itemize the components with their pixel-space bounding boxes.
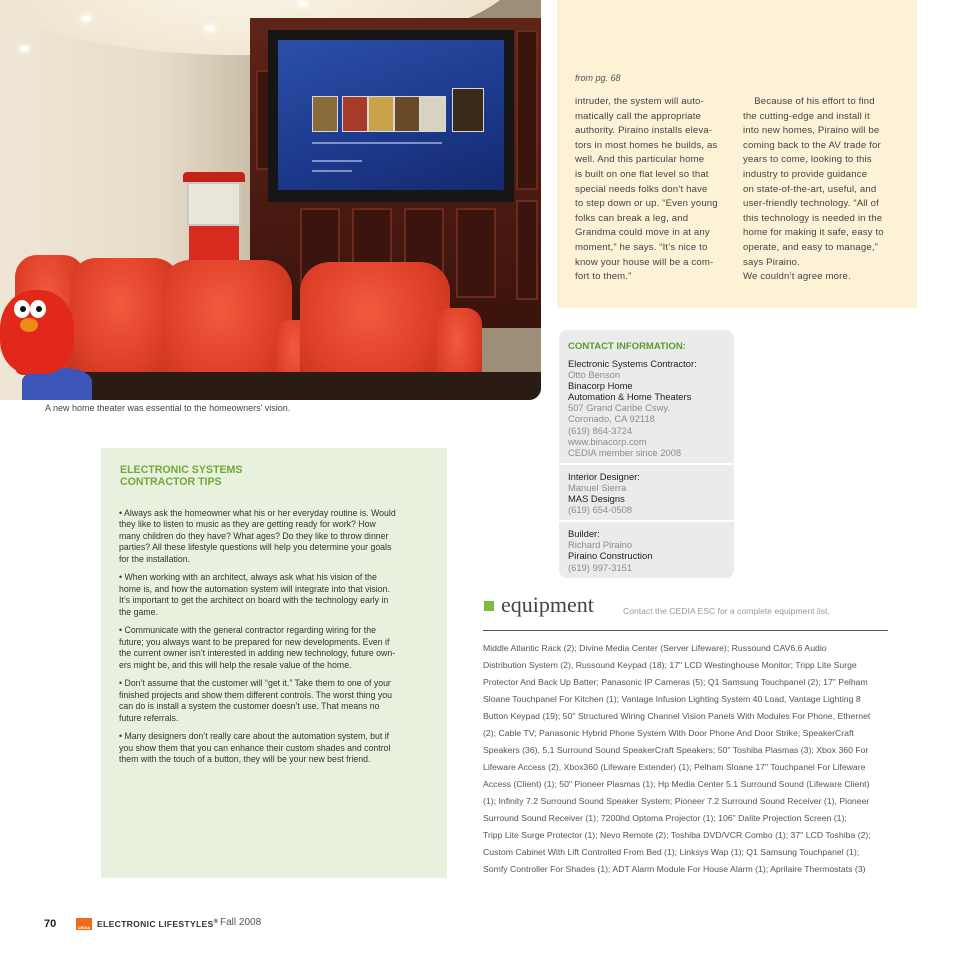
equipment-divider: [483, 630, 888, 631]
tips-heading: [120, 464, 242, 489]
contact-line: Builder:: [568, 528, 600, 540]
contact-line: Interior Designer:: [568, 470, 640, 482]
issue-date: Fall 2008: [220, 917, 262, 928]
tip-line: ers might be, and this will help the resale value of the home.: [119, 659, 352, 670]
article-line: on state-of-the-art, useful, and: [743, 183, 877, 195]
photo-caption: A new home theater was essential to the homeowners’ vision.: [45, 403, 291, 413]
article-column-1: [575, 95, 735, 285]
contact-line: (619) 864-3724: [568, 424, 633, 436]
photo-ceiling-light: [82, 16, 91, 21]
cedia-logo: [76, 918, 92, 930]
photo-ceiling-light: [20, 46, 29, 51]
equipment-line: Access (Client) (1); 50" Pioneer Plasmas (1); Hp Media Center 5.1 Surround Sound (Lifeware Client): [483, 779, 870, 789]
photo-popcorn-machine: [183, 172, 245, 264]
photo-plush-toy-pupil: [36, 306, 42, 312]
tip-line: they like to listen to music as they are getting ready for work? How: [119, 519, 376, 530]
equipment-list: [483, 640, 903, 878]
article-line: authority. Piraino installs eleva-: [575, 125, 713, 137]
tip-line: them with the touch of a button, they will be your new best friend.: [119, 754, 371, 765]
photo-floor: [60, 372, 541, 400]
photo-plush-toy-pupil: [20, 306, 26, 312]
equipment-line: (2); Cable TV; Panasonic Hybrid Phone System With Door Phone And Door Strike; SpeakerCraft: [483, 728, 854, 738]
tip-line: • Always ask the homeowner what his or her everyday routine is. Would: [119, 507, 396, 518]
tip-line: future referrals.: [119, 712, 179, 723]
article-line: industry to provide guidance: [743, 168, 868, 180]
magazine-name: [97, 919, 218, 929]
article-line: this technology is needed in the: [743, 212, 883, 224]
tip-line: • Many designers don’t really care about the automation system, but if: [119, 731, 390, 742]
photo-movie-poster: [342, 96, 368, 132]
contact-line: Piraino Construction: [568, 550, 653, 562]
equipment-line: Sloane Touchpanel For Kitchen (1); Vantage Infusion Lighting System 40 Load, Vantage Lighting 8: [483, 694, 861, 704]
article-line: years to come, looking to this: [743, 154, 872, 166]
cedia-logo-text: CEDIA: [77, 925, 91, 930]
tip-line: many children do they have? What ages? Do they like to throw dinner: [119, 530, 389, 541]
tip-line: It’s important to get the architect on board with the technology early in: [119, 595, 389, 606]
photo-movie-poster: [368, 96, 394, 132]
photo-movie-poster: [394, 96, 420, 132]
article-line: to step down or up. “Even young: [575, 198, 718, 210]
tip-line: you show them that you can enhance their custom shades and control: [119, 742, 391, 753]
photo-screen-menu: [312, 170, 352, 172]
article-line: operate, and easy to manage,”: [743, 241, 879, 253]
contact-line: Richard Piraino: [568, 539, 633, 551]
tips-heading-line: ELECTRONIC SYSTEMS: [120, 464, 243, 476]
article-line: is built on one flat level so that: [575, 168, 709, 180]
magazine-title: ELECTRONIC LIFESTYLES: [97, 919, 214, 929]
article-line: into new homes, Piraino will be: [743, 125, 880, 137]
contact-block-contractor: [559, 330, 734, 463]
page-number: 70: [44, 918, 57, 930]
tip-line: • Communicate with the general contractor regarding wiring for the: [119, 625, 376, 636]
tip-line: • Don’t assume that the customer will “get it.” Take them to one of your: [119, 678, 391, 689]
tip-line: can do is install a system the customer doesn’t use. That means no: [119, 701, 380, 712]
equipment-line: Protector And Back Up Batter; Panasonic IP Cameras (5); Q1 Samsung Touchpanel (2); 17" Pelham: [483, 677, 868, 687]
home-theater-photo: [0, 0, 541, 400]
registered-mark: ®: [213, 919, 219, 926]
article-line: home for making it safe, easy to: [743, 227, 884, 239]
photo-cabinet-panel: [516, 200, 538, 300]
contact-line: 507 Grand Caribe Cswy.: [568, 402, 670, 414]
equipment-line: Tripp Lite Surge Protector (1); Nevo Remote (2); Toshiba DVD/VCR Combo (1); 37" LCD Toshiba (2);: [483, 830, 871, 840]
contact-block-designer: [559, 465, 734, 520]
contact-heading: CONTACT INFORMATION:: [568, 341, 686, 352]
contact-website-link[interactable]: www.binacorp.com: [568, 435, 647, 447]
article-line: tors in most homes he builds, as: [575, 139, 718, 151]
tip-line: home is, and how the automation system will integrate into that vision.: [119, 583, 390, 594]
article-line: know your house will be a com-: [575, 256, 714, 268]
equipment-line: Surround Sound Receiver (1); 7200hd Optoma Projector (1); 106" Dalite Projection Screen (1);: [483, 813, 847, 823]
article-line: the cutting-edge and install it: [743, 110, 870, 122]
tip-line: parties? All these lifestyle questions will help you determine your goals: [119, 542, 392, 553]
contact-line: Electronic Systems Contractor:: [568, 358, 697, 369]
contact-line: Automation & Home Theaters: [568, 391, 692, 403]
photo-screen-menu: [312, 142, 442, 144]
contact-line: Binacorp Home: [568, 380, 633, 392]
tip-line: • When working with an architect, always ask what his vision of the: [119, 572, 377, 583]
tip-line: for the installation.: [119, 553, 191, 564]
tip-line: future; you always want to be prepared for new developments. Even if: [119, 636, 390, 647]
photo-screen-menu: [312, 160, 362, 162]
continued-from-label: from pg. 68: [575, 73, 621, 83]
photo-cabinet-panel: [456, 208, 496, 298]
article-line: well. And this particular home: [575, 154, 705, 166]
equipment-line: Lifeware Access (2), Xbox360 (Lifeware Extender) (1); Pelham Sloane 17" Touchpanel For Lifeware: [483, 762, 866, 772]
contact-line: (619) 654-0508: [568, 504, 633, 516]
article-line: says Piraino.: [743, 256, 800, 268]
article-line: moment,” he says. “It’s nice to: [575, 241, 708, 253]
contact-block-builder: [559, 522, 734, 577]
photo-cabinet-panel: [516, 30, 538, 190]
article-column-2: [743, 95, 903, 285]
photo-movie-poster: [452, 88, 484, 132]
article-line: special needs folks don’t have: [575, 183, 708, 195]
contact-line: Coronado, CA 92118: [568, 413, 655, 425]
equipment-line: Button Keypad (19); 50" Structured Wiring Channel Vision Panels With Modules For Phone, Ethernet: [483, 711, 871, 721]
photo-plush-toy-nose: [20, 318, 38, 332]
contact-line: Otto Benson: [568, 369, 621, 381]
article-line: Grandma could move in at any: [575, 227, 710, 239]
photo-movie-poster: [420, 96, 446, 132]
equipment-line: Somfy Controller For Shades (1); ADT Alarm Module For House Alarm (1); Aprilaire Thermostats (3): [483, 864, 866, 874]
equipment-line: Speakers (36), 5.1 Surround Sound SpeakerCraft Speakers; 50" Toshiba Plasmas (3); Xbox 360 For: [483, 745, 869, 755]
contact-line: Manuel Sierra: [568, 481, 627, 493]
equipment-line: Middle Atlantic Rack (2); Divine Media Center (Server Lifeware); Russound CAV6.6 Audio: [483, 643, 827, 653]
contact-line: (619) 997-3151: [568, 561, 633, 573]
equipment-line: (1); Infinity 7.2 Surround Sound Speaker System; Pioneer 7.2 Surround Sound Receiver (1), Pioneer: [483, 796, 870, 806]
contact-line: CEDIA member since 2008: [568, 446, 682, 458]
equipment-line: Distribution System (2), Russound Keypad (18); 17" LCD Westinghouse Monitor; Tripp Lite Surge: [483, 660, 857, 670]
tip-line: the current owner isn’t interested in adding new technology, future own-: [119, 648, 396, 659]
equipment-bullet-square: [484, 601, 494, 611]
article-line: folks can break a leg, and: [575, 212, 689, 224]
photo-ceiling-light: [298, 1, 307, 6]
equipment-line: Custom Cabinet With Lift Controlled From Bed (1); Linksys Wap (1); Q1 Samsung Touchpanel (1);: [483, 847, 860, 857]
photo-ceiling-light: [205, 26, 214, 31]
photo-movie-poster: [312, 96, 338, 132]
article-line: coming back to the AV trade for: [743, 139, 881, 151]
contact-line: MAS Designs: [568, 493, 625, 505]
article-line: user-friendly technology. “All of: [743, 198, 879, 210]
article-line: matically call the appropriate: [575, 110, 702, 122]
contact-information-panel: [559, 330, 734, 580]
article-line: intruder, the system will auto-: [575, 96, 704, 107]
tips-list: [119, 501, 439, 772]
article-line: Because of his effort to find: [743, 96, 875, 107]
tip-line: the game.: [119, 606, 158, 617]
article-line: We couldn’t agree more.: [743, 271, 851, 283]
equipment-subtitle: Contact the CEDIA ESC for a complete equipment list.: [623, 606, 830, 616]
equipment-title: equipment: [501, 592, 594, 617]
tip-line: finished projects and show them different controls. The worst thing you: [119, 689, 393, 700]
article-line: fort to them.”: [575, 271, 632, 283]
tips-heading-line: CONTRACTOR TIPS: [120, 476, 222, 489]
